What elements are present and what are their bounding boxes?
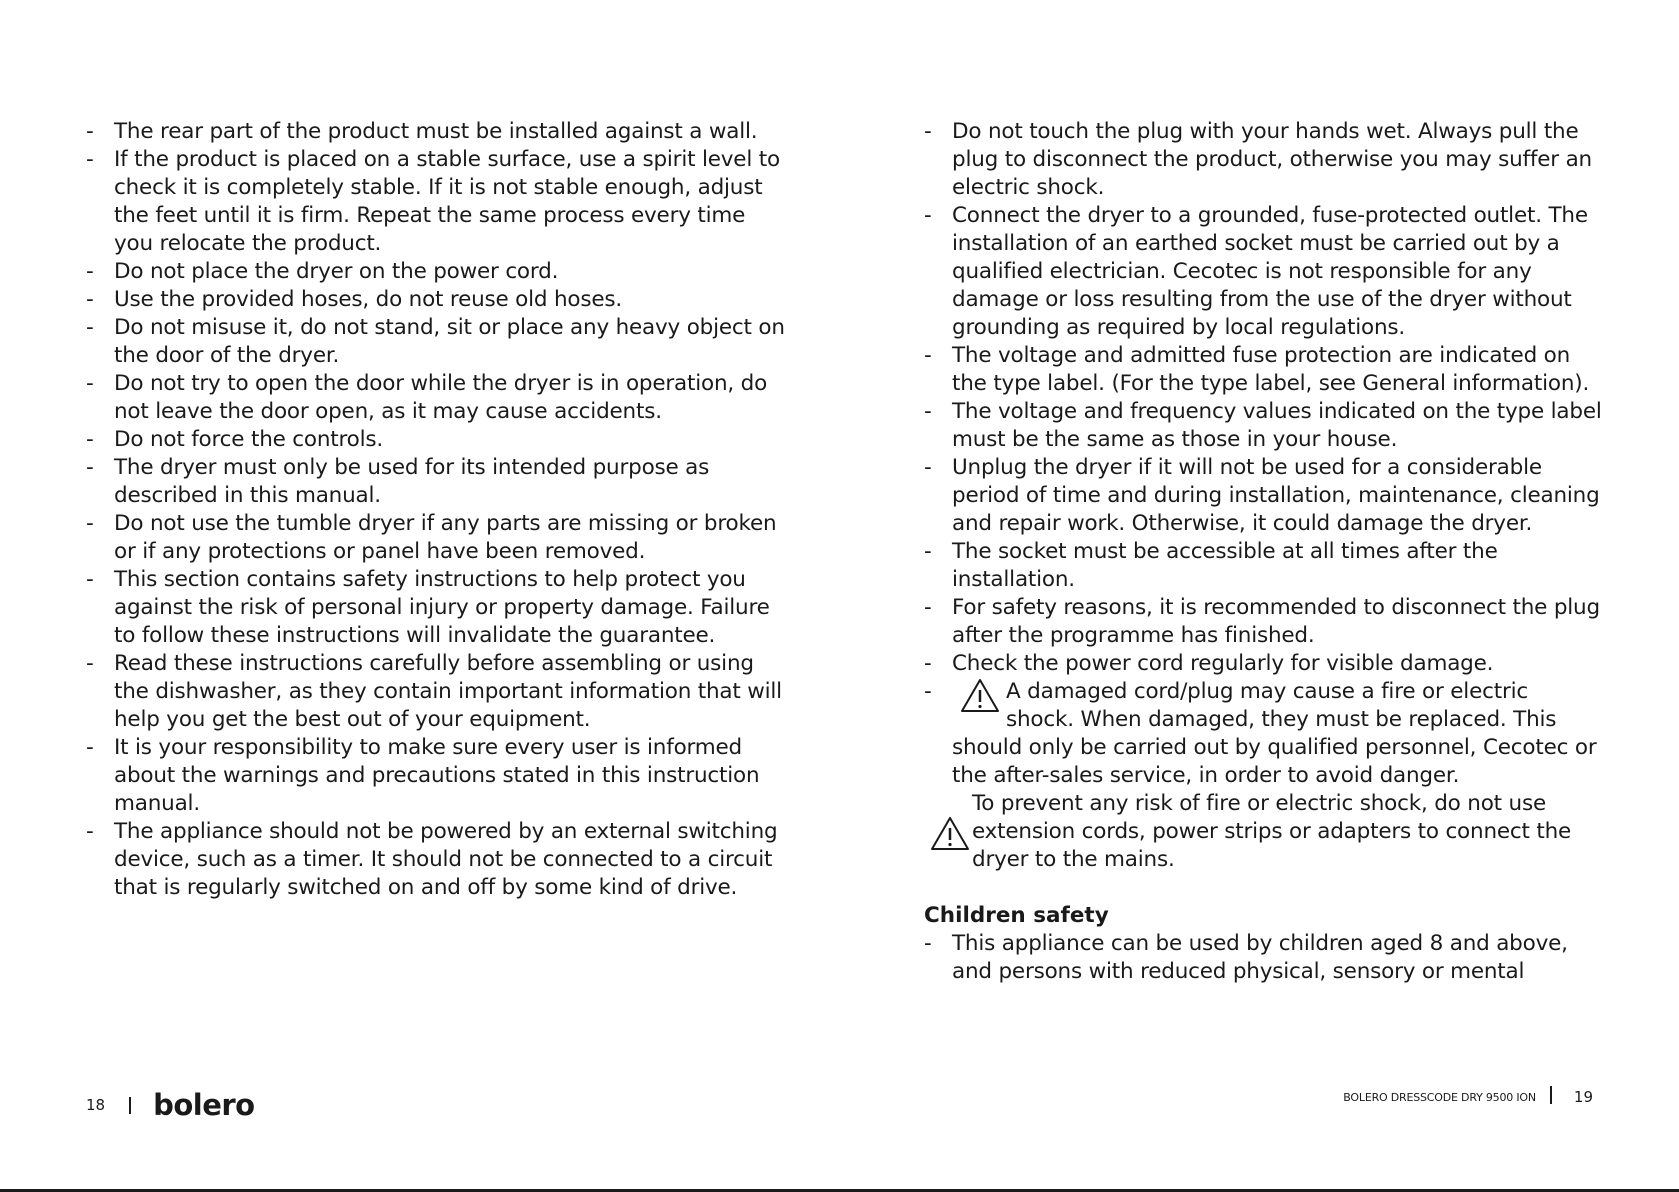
list-item: - It is your responsibility to make sure every user is informed about the warnings and precautions stated in this instruction manual. [86, 734, 786, 818]
list-item: - This section contains safety instructions to help protect you against the risk of personal injury or property damage. Failure to follow these instructions will invalidate the guarantee. [86, 566, 786, 650]
list-item: - Do not place the dryer on the power cord. [86, 258, 786, 286]
model-name: BOLERO DRESSCODE DRY 9500 ION [1343, 1090, 1536, 1104]
list-item: - Read these instructions carefully before assembling or using the dishwasher, as they contain important information that will help you get the best out of your equipment. [86, 650, 786, 734]
list-item: - Do not use the tumble dryer if any parts are missing or broken or if any protections or panel have been removed. [86, 510, 786, 566]
list-item: - The voltage and admitted fuse protection are indicated on the type label. (For the type label, see General information). [924, 342, 1604, 398]
warning-rest: should only be carried out by qualified personnel, Cecotec or the after-sales service, in order to avoid danger. [952, 735, 1597, 788]
children-bullet-list [924, 930, 1604, 986]
list-item: - The appliance should not be powered by an external switching device, such as a timer. It should not be connected to a circuit that is regularly switched on and off by some kind of drive. [86, 818, 786, 902]
page-number-left: 18 [86, 1096, 106, 1114]
footer-left [86, 1088, 255, 1122]
left-column [86, 118, 786, 902]
list-item: - Do not misuse it, do not stand, sit or place any heavy object on the door of the dryer. [86, 314, 786, 370]
footer-right [1343, 1088, 1593, 1106]
list-item: - The voltage and frequency values indicated on the type label must be the same as those in your house. [924, 398, 1604, 454]
right-column [924, 118, 1604, 986]
list-item: - Do not touch the plug with your hands wet. Always pull the plug to disconnect the product, otherwise you may suffer an electric shock. [924, 118, 1604, 202]
list-item: - The dryer must only be used for its intended purpose as described in this manual. [86, 454, 786, 510]
warning-triangle-icon [930, 816, 970, 852]
list-item: - Check the power cord regularly for visible damage. [924, 650, 1604, 678]
list-item: - Do not force the controls. [86, 426, 786, 454]
divider [1550, 1086, 1552, 1104]
list-item: - Unplug the dryer if it will not be used for a considerable period of time and during installation, maintenance, cleaning and repair work. Otherwise, it could damage the dryer. [924, 454, 1604, 538]
brand-logo: bolero [153, 1088, 255, 1122]
section-heading: Children safety [924, 903, 1109, 928]
list-item: - If the product is placed on a stable surface, use a spirit level to check it is completely stable. If it is not stable enough, adjust the feet until it is firm. Repeat the same process every time you relocate the product. [86, 146, 786, 258]
list-item: - The socket must be accessible at all times after the installation. [924, 538, 1604, 594]
warning-list-item [924, 678, 1604, 790]
list-item: - Do not try to open the door while the dryer is in operation, do not leave the door open, as it may cause accidents. [86, 370, 786, 426]
list-item: - The rear part of the product must be installed against a wall. [86, 118, 786, 146]
list-item: - Connect the dryer to a grounded, fuse-protected outlet. The installation of an earthed socket must be carried out by a qualified electrician. Cecotec is not responsible for any damage or loss resulting from the use of the dryer without grounding as required by local regulations. [924, 202, 1604, 342]
page-number-right: 19 [1573, 1088, 1593, 1106]
list-item: - Use the provided hoses, do not reuse old hoses. [86, 286, 786, 314]
right-bullet-list [924, 118, 1604, 790]
list-item: - For safety reasons, it is recommended to disconnect the plug after the programme has finished. [924, 594, 1604, 650]
warning-triangle-icon [960, 678, 1000, 714]
divider [129, 1097, 131, 1114]
warning-first-line: - A damaged cord/plug may cause a fire or electric [1006, 679, 1528, 704]
warning-second-line: shock. When damaged, they must be replaced. This [1006, 707, 1557, 732]
warning-block [924, 790, 1604, 874]
left-bullet-list [86, 118, 786, 902]
warning-block-text: To prevent any risk of fire or electric shock, do not use extension cords, power strips or adapters to connect the dryer to the mains. [972, 791, 1572, 872]
list-item: - This appliance can be used by children aged 8 and above, and persons with reduced physical, sensory or mental [924, 930, 1604, 986]
